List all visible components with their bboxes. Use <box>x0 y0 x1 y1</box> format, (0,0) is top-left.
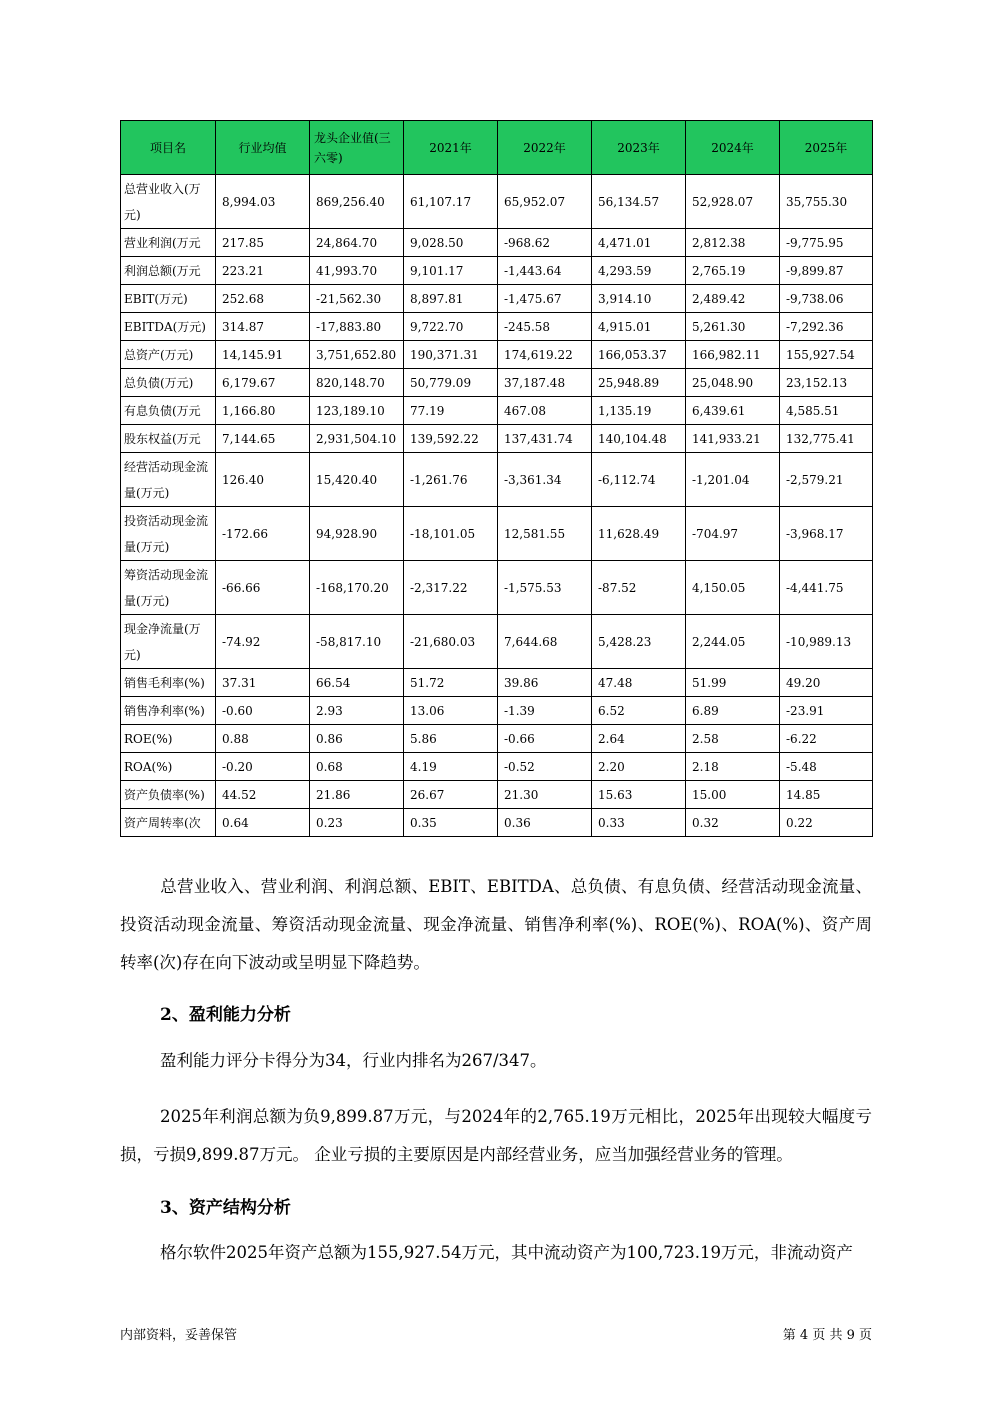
table-cell: 4,293.59 <box>592 257 686 285</box>
table-cell: 7,144.65 <box>216 425 310 453</box>
table-cell: 15,420.40 <box>310 453 404 507</box>
row-label: 资产周转率(次 <box>121 809 216 837</box>
table-cell: 14,145.91 <box>216 341 310 369</box>
table-cell: 15.63 <box>592 781 686 809</box>
table-cell: 25,048.90 <box>686 369 780 397</box>
table-cell: 0.68 <box>310 753 404 781</box>
table-row <box>121 229 873 257</box>
table-cell: 3,914.10 <box>592 285 686 313</box>
row-label: 资产负债率(%) <box>121 781 216 809</box>
table-cell: 37,187.48 <box>498 369 592 397</box>
asset-text: 格尔软件2025年资产总额为155,927.54万元，其中流动资产为100,723.19万元，非流动资产 <box>160 1243 853 1262</box>
table-cell: 26.67 <box>404 781 498 809</box>
section-3-text <box>120 1234 872 1272</box>
table-cell: 3,751,652.80 <box>310 341 404 369</box>
table-cell: -0.52 <box>498 753 592 781</box>
table-cell: 2.93 <box>310 697 404 725</box>
section-2-score <box>120 1042 872 1080</box>
table-cell: -5.48 <box>780 753 873 781</box>
table-cell: 2,765.19 <box>686 257 780 285</box>
row-label: 投资活动现金流量(万元) <box>121 507 216 561</box>
table-cell: 12,581.55 <box>498 507 592 561</box>
table-cell: -0.66 <box>498 725 592 753</box>
table-cell: -4,441.75 <box>780 561 873 615</box>
table-cell: -6.22 <box>780 725 873 753</box>
table-cell: 41,993.70 <box>310 257 404 285</box>
table-cell: 0.22 <box>780 809 873 837</box>
table-cell: -74.92 <box>216 615 310 669</box>
table-cell: 869,256.40 <box>310 175 404 229</box>
table-cell: -7,292.36 <box>780 313 873 341</box>
table-cell: 9,722.70 <box>404 313 498 341</box>
table-cell: 77.19 <box>404 397 498 425</box>
trend-text: 总营业收入、营业利润、利润总额、EBIT、EBITDA、总负债、有息负债、经营活动现金流量、投资活动现金流量、筹资活动现金流量、现金净流量、销售净利率(%)、ROE(%)、ROA(%)、资产周转率(次)存在向下波动或呈明显下降趋势。 <box>120 877 872 972</box>
table-cell: 49.20 <box>780 669 873 697</box>
table-cell: -21,562.30 <box>310 285 404 313</box>
row-label: 利润总额(万元 <box>121 257 216 285</box>
table-cell: 820,148.70 <box>310 369 404 397</box>
table-cell: -18,101.05 <box>404 507 498 561</box>
table-cell: 9,101.17 <box>404 257 498 285</box>
table-cell: 0.64 <box>216 809 310 837</box>
table-cell: 50,779.09 <box>404 369 498 397</box>
table-row <box>121 257 873 285</box>
table-cell: 223.21 <box>216 257 310 285</box>
table-row <box>121 781 873 809</box>
table-cell: -9,738.06 <box>780 285 873 313</box>
row-label: 股东权益(万元 <box>121 425 216 453</box>
table-cell: 47.48 <box>592 669 686 697</box>
table-row <box>121 453 873 507</box>
table-cell: 0.23 <box>310 809 404 837</box>
table-cell: -10,989.13 <box>780 615 873 669</box>
col-header-2025: 2025年 <box>780 121 873 175</box>
table-row <box>121 507 873 561</box>
table-cell: 0.35 <box>404 809 498 837</box>
table-row <box>121 561 873 615</box>
table-cell: 14.85 <box>780 781 873 809</box>
table-row <box>121 725 873 753</box>
table-cell: 126.40 <box>216 453 310 507</box>
table-cell: 52,928.07 <box>686 175 780 229</box>
table-cell: 0.33 <box>592 809 686 837</box>
table-cell: 190,371.31 <box>404 341 498 369</box>
table-cell: -6,112.74 <box>592 453 686 507</box>
table-cell: -2,579.21 <box>780 453 873 507</box>
table-cell: 217.85 <box>216 229 310 257</box>
table-row <box>121 753 873 781</box>
table-row <box>121 425 873 453</box>
table-cell: 37.31 <box>216 669 310 697</box>
row-label: EBIT(万元) <box>121 285 216 313</box>
table-cell: -87.52 <box>592 561 686 615</box>
row-label: 现金净流量(万元) <box>121 615 216 669</box>
table-cell: 155,927.54 <box>780 341 873 369</box>
section-2-heading: 2、盈利能力分析 <box>160 1005 291 1025</box>
financial-table <box>120 120 873 837</box>
table-cell: -1.39 <box>498 697 592 725</box>
table-row <box>121 397 873 425</box>
table-cell: 467.08 <box>498 397 592 425</box>
table-cell: 4,150.05 <box>686 561 780 615</box>
table-cell: -0.60 <box>216 697 310 725</box>
col-header-2023: 2023年 <box>592 121 686 175</box>
col-header-2024: 2024年 <box>686 121 780 175</box>
table-cell: -1,443.64 <box>498 257 592 285</box>
table-cell: 4.19 <box>404 753 498 781</box>
row-label: 有息负债(万元 <box>121 397 216 425</box>
table-cell: -1,575.53 <box>498 561 592 615</box>
table-cell: 39.86 <box>498 669 592 697</box>
table-cell: -968.62 <box>498 229 592 257</box>
table-cell: 5.86 <box>404 725 498 753</box>
table-cell: 252.68 <box>216 285 310 313</box>
table-cell: -9,775.95 <box>780 229 873 257</box>
row-label: 筹资活动现金流量(万元) <box>121 561 216 615</box>
table-cell: 8,897.81 <box>404 285 498 313</box>
table-cell: 7,644.68 <box>498 615 592 669</box>
table-cell: 21.86 <box>310 781 404 809</box>
table-cell: 15.00 <box>686 781 780 809</box>
table-cell: 4,585.51 <box>780 397 873 425</box>
table-cell: 314.87 <box>216 313 310 341</box>
table-cell: 166,982.11 <box>686 341 780 369</box>
section-2-detail <box>120 1098 872 1174</box>
table-cell: -17,883.80 <box>310 313 404 341</box>
table-row <box>121 615 873 669</box>
table-row <box>121 313 873 341</box>
table-row <box>121 669 873 697</box>
table-cell: 6.52 <box>592 697 686 725</box>
table-cell: 140,104.48 <box>592 425 686 453</box>
detail-text: 2025年利润总额为负9,899.87万元，与2024年的2,765.19万元相比，2025年出现较大幅度亏损，亏损9,899.87万元。 企业亏损的主要原因是内部经营业务，应当加强经营业务的管理。 <box>120 1107 872 1164</box>
table-cell: 25,948.89 <box>592 369 686 397</box>
table-cell: -0.20 <box>216 753 310 781</box>
table-header-row <box>121 121 873 175</box>
table-row <box>121 697 873 725</box>
table-cell: -245.58 <box>498 313 592 341</box>
table-cell: 2,244.05 <box>686 615 780 669</box>
table-cell: 21.30 <box>498 781 592 809</box>
col-header-2022: 2022年 <box>498 121 592 175</box>
table-cell: 13.06 <box>404 697 498 725</box>
table-cell: 56,134.57 <box>592 175 686 229</box>
table-cell: 5,428.23 <box>592 615 686 669</box>
table-cell: 9,028.50 <box>404 229 498 257</box>
table-cell: 141,933.21 <box>686 425 780 453</box>
row-label: EBITDA(万元) <box>121 313 216 341</box>
table-cell: 2,931,504.10 <box>310 425 404 453</box>
table-cell: -9,899.87 <box>780 257 873 285</box>
table-cell: 65,952.07 <box>498 175 592 229</box>
table-cell: 44.52 <box>216 781 310 809</box>
table-cell: 0.88 <box>216 725 310 753</box>
row-label: ROA(%) <box>121 753 216 781</box>
table-cell: 11,628.49 <box>592 507 686 561</box>
table-cell: 139,592.22 <box>404 425 498 453</box>
row-label: 经营活动现金流量(万元) <box>121 453 216 507</box>
table-cell: 2.64 <box>592 725 686 753</box>
table-cell: 0.86 <box>310 725 404 753</box>
table-cell: -66.66 <box>216 561 310 615</box>
table-cell: 4,915.01 <box>592 313 686 341</box>
col-header-item: 项目名 <box>121 121 216 175</box>
score-text: 盈利能力评分卡得分为34，行业内排名为267/347。 <box>160 1051 547 1070</box>
row-label: 总营业收入(万元) <box>121 175 216 229</box>
table-cell: -3,968.17 <box>780 507 873 561</box>
table-cell: 2.20 <box>592 753 686 781</box>
table-cell: 6,439.61 <box>686 397 780 425</box>
row-label: 销售毛利率(%) <box>121 669 216 697</box>
row-label: 总负债(万元) <box>121 369 216 397</box>
table-cell: 137,431.74 <box>498 425 592 453</box>
table-cell: 6.89 <box>686 697 780 725</box>
table-cell: 0.36 <box>498 809 592 837</box>
table-cell: 51.99 <box>686 669 780 697</box>
trend-paragraph <box>120 868 872 982</box>
table-cell: 5,261.30 <box>686 313 780 341</box>
table-cell: -1,475.67 <box>498 285 592 313</box>
row-label: 总资产(万元) <box>121 341 216 369</box>
table-cell: 1,166.80 <box>216 397 310 425</box>
table-cell: 6,179.67 <box>216 369 310 397</box>
table-cell: 2.58 <box>686 725 780 753</box>
table-cell: 1,135.19 <box>592 397 686 425</box>
table-cell: -172.66 <box>216 507 310 561</box>
table-cell: 132,775.41 <box>780 425 873 453</box>
table-cell: -21,680.03 <box>404 615 498 669</box>
table-row <box>121 369 873 397</box>
table-cell: 4,471.01 <box>592 229 686 257</box>
table-cell: -704.97 <box>686 507 780 561</box>
table-cell: 166,053.37 <box>592 341 686 369</box>
row-label: 营业利润(万元 <box>121 229 216 257</box>
table-cell: -3,361.34 <box>498 453 592 507</box>
table-cell: 61,107.17 <box>404 175 498 229</box>
table-body <box>121 175 873 837</box>
table-cell: 2,812.38 <box>686 229 780 257</box>
table-cell: 24,864.70 <box>310 229 404 257</box>
table-cell: 123,189.10 <box>310 397 404 425</box>
table-cell: 23,152.13 <box>780 369 873 397</box>
table-cell: 0.32 <box>686 809 780 837</box>
row-label: ROE(%) <box>121 725 216 753</box>
col-header-leader: 龙头企业值(三六零) <box>310 121 404 175</box>
table-cell: 51.72 <box>404 669 498 697</box>
table-cell: 66.54 <box>310 669 404 697</box>
table-cell: 8,994.03 <box>216 175 310 229</box>
footer-confidential: 内部资料，妥善保管 <box>120 1328 238 1343</box>
table-cell: -168,170.20 <box>310 561 404 615</box>
col-header-2021: 2021年 <box>404 121 498 175</box>
table-cell: -1,201.04 <box>686 453 780 507</box>
table-row <box>121 341 873 369</box>
table-row <box>121 175 873 229</box>
col-header-industry-avg: 行业均值 <box>216 121 310 175</box>
table-cell: 94,928.90 <box>310 507 404 561</box>
table-cell: 2,489.42 <box>686 285 780 313</box>
table-cell: 2.18 <box>686 753 780 781</box>
table-cell: -23.91 <box>780 697 873 725</box>
row-label: 销售净利率(%) <box>121 697 216 725</box>
table-cell: 35,755.30 <box>780 175 873 229</box>
table-cell: -2,317.22 <box>404 561 498 615</box>
table-cell: -58,817.10 <box>310 615 404 669</box>
table-row <box>121 285 873 313</box>
table-row <box>121 809 873 837</box>
section-3-heading: 3、资产结构分析 <box>160 1198 291 1218</box>
footer-page-number: 第 4 页 共 9 页 <box>782 1328 872 1343</box>
table-cell: 174,619.22 <box>498 341 592 369</box>
table-cell: -1,261.76 <box>404 453 498 507</box>
